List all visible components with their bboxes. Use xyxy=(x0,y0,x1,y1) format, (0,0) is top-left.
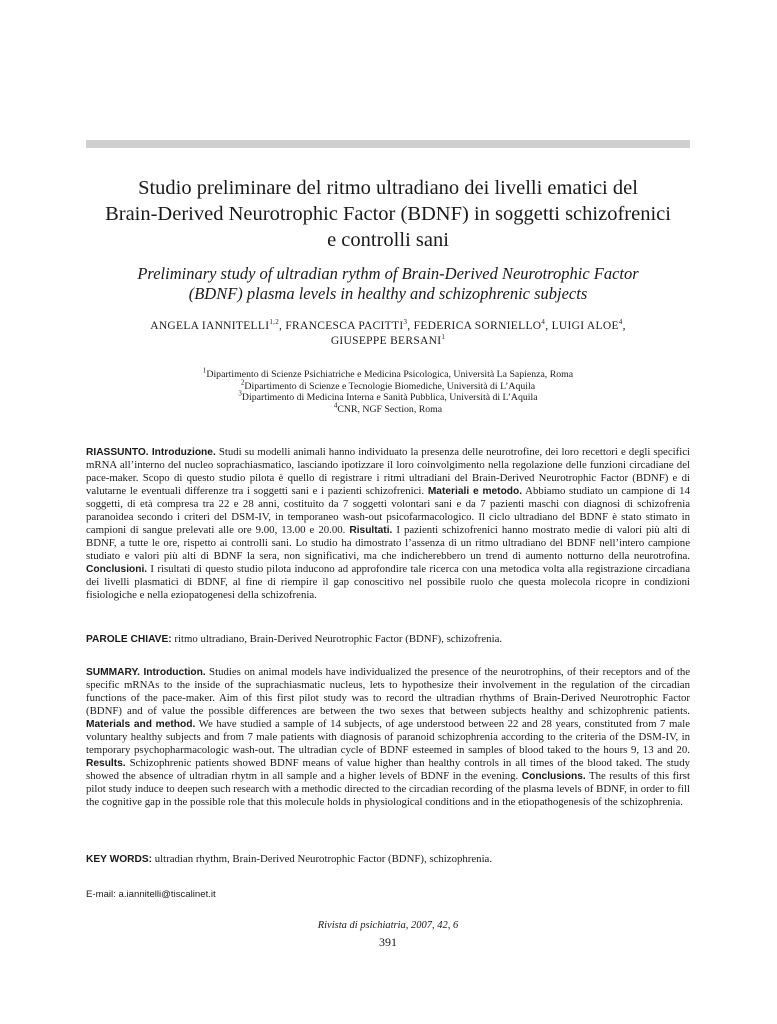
section-label: Conclusioni. xyxy=(86,564,148,575)
title-line: Brain-Derived Neurotrophic Factor (BDNF) in soggetti schizofrenici xyxy=(105,203,671,225)
subtitle-line: (BDNF) plasma levels in healthy and schizophrenic subjects xyxy=(188,284,588,303)
author-affiliation-ref: 1,2 xyxy=(269,318,279,327)
keywords-label: KEY WORDS: xyxy=(86,854,153,865)
section-label: Conclusions. xyxy=(521,771,586,782)
affiliation-line: $^1$Dipartimento di Scienze Psichiatriche e Medicina Psicologica, Università La Sapienza, Roma xyxy=(202,366,574,380)
header-rule xyxy=(86,140,690,148)
author-affiliation-ref: 1 xyxy=(441,333,446,342)
article-title-italian xyxy=(86,175,690,253)
author-name: FEDERICA SORNIELLO xyxy=(413,320,542,332)
author-affiliation-ref: 3 xyxy=(403,318,408,327)
affiliation-line: $^2$Dipartimento di Scienze e Tecnologie Biomediche, Università di L’Aquila xyxy=(240,378,536,392)
keywords-italian: PAROLE CHIAVE: ritmo ultradiano, Brain-Derived Neurotrophic Factor (BDNF), schizofrenia. xyxy=(86,633,503,645)
keywords-label: PAROLE CHIAVE: xyxy=(86,634,172,645)
abstract-italian: RIASSUNTO. Introduzione. Studi su modelli animali hanno individuato la presenza delle neurotrofine, dei loro recettori e degli specifici mRNA all’interno del nucleo soprachiasmatico, lasciando ipotizzare il loro coinvolgimento nella regolazione delle funzioni circadiane del pace-maker. Scopo di questo studio pilota è quello di registrare i ritmi ultradiani del Brain-Derived Neurotrophic Factor (BDNF) e di valutarne le eventuali differenze tra i soggetti sani e i pazienti schizofrenici. Materiali e metodo. Abbiamo studiato un campione di 14 soggetti, di età compresa tra 22 e 28 anni, costituito da 7 soggetti volontari sani e da 7 pazienti maschi con diagnosi di schizofrenia paranoidea secondo i criteri del DSM-IV, in temporaneo wash-out psicofarmacologico. Il ciclo ultradiano del BDNF è stato stimato in campioni di sangue prelevati alle ore 9.00, 13.00 e 20.00. Risultati. I pazienti schizofrenici hanno mostrato medie di valori più alti di BDNF, a tutte le ore, rispetto ai controlli sani. Lo studio ha dimostrato l’assenza di un ritmo ultradiano del BDNF nell’intero campione studiato e valori più alti di BDNF la sera, non significativi, ma che indicherebbero un trend di aumento notturno della neurotrofina. Conclusioni. I risultati di questo studio pilota inducono ad approfondire tale ricerca con una metodica volta alla registrazione circadiana dei livelli plasmatici di BDNF, al fine di riempire il gap conoscitivo nel possibile ruolo che questa molecola ricopre in condizioni fisiologiche e nella eziopatogenesi della schizofrenia. xyxy=(86,446,691,601)
affiliation-line: $^4$CNR, NGF Section, Roma xyxy=(333,401,443,416)
author-name: GIUSEPPE BERSANI xyxy=(330,335,442,347)
author-list: ANGELA IANNITELLI$^{1,2}$, FRANCESCA PACITTI$^3$, FEDERICA SORNIELLO$^4$, LUIGI ALOE$^4$, GIUSEPPE BERSANI$^1$ xyxy=(150,318,626,347)
author-name: ANGELA IANNITELLI xyxy=(150,320,270,332)
section-label: Materials and method. xyxy=(86,719,196,730)
page-number: 391 xyxy=(379,935,397,949)
author-affiliation-ref: 4 xyxy=(541,318,546,327)
section-label: Materiali e metodo. xyxy=(427,486,523,497)
abstract-label: SUMMARY. Introduction. xyxy=(86,667,206,678)
author-name: FRANCESCA PACITTI xyxy=(285,320,404,332)
abstract-label: RIASSUNTO. Introduzione. xyxy=(86,447,216,458)
author-affiliation-ref: 4 xyxy=(618,318,623,327)
affiliation-line: $^3$Dipartimento di Medicina Interna e Sanità Pubblica, Università di L’Aquila xyxy=(238,390,538,404)
title-line: Studio preliminare del ritmo ultradiano dei livelli ematici del xyxy=(138,177,638,199)
section-label: Results. xyxy=(86,758,126,769)
author-name: LUIGI ALOE xyxy=(551,320,619,332)
keywords-english: KEY WORDS: ultradian rhythm, Brain-Derived Neurotrophic Factor (BDNF), schizophrenia. xyxy=(86,853,493,865)
abstract-english: SUMMARY. Introduction. Studies on animal models have individualized the presence of the neurotrophins, of their receptors and of the specific mRNAs to the inside of the suprachiasmatic nucleus, lets to hypothesize their involvement in the regulation of the circadian functions of the pace-maker. Aim of this first pilot study was to record the ultradian rhythms of Brain-Derived Neurotrophic Factor (BDNF) and of value the possible differences are between the two sexes that between subjects healthy and schizophrenic patients. Materials and method. We have studied a sample of 14 subjects, of age understood between 22 and 28 years, constituted from 7 male voluntary healthy subjects and from 7 male patients with diagnosis of paranoid schizophrenia according to the criteria of the DSM-IV, in temporary psychopharmacologic wash-out. The ultradian cycle of BDNF esteemed in samples of blood taked to the hours 9, 13 and 20. Results. Schizophrenic patients showed BDNF means of value higher than healthy controls in all times of the blood taked. The study showed the absence of ultradian rhytm in all sample and a higher levels of BDNF in the evening. Conclusions. The results of this first pilot study induce to deepen such research with a methodic directed to the circadian recording of the plasma levels of BDNF, in order to fill the cognitive gap in the possible role that this molecule holds in physiological conditions and in the etiopathogenesis of the schizophrenia. xyxy=(86,666,691,808)
corresponding-email: E-mail: a.iannitelli@tiscalinet.it xyxy=(86,889,216,900)
title-line: e controlli sani xyxy=(327,229,449,251)
affiliations xyxy=(86,366,690,416)
subtitle-line: Preliminary study of ultradian rythm of Brain-Derived Neurotrophic Factor xyxy=(137,264,639,283)
journal-citation: Rivista di psichiatria, 2007, 42, 6 xyxy=(317,920,459,931)
section-label: Risultati. xyxy=(349,525,393,536)
article-title-english xyxy=(86,264,690,304)
